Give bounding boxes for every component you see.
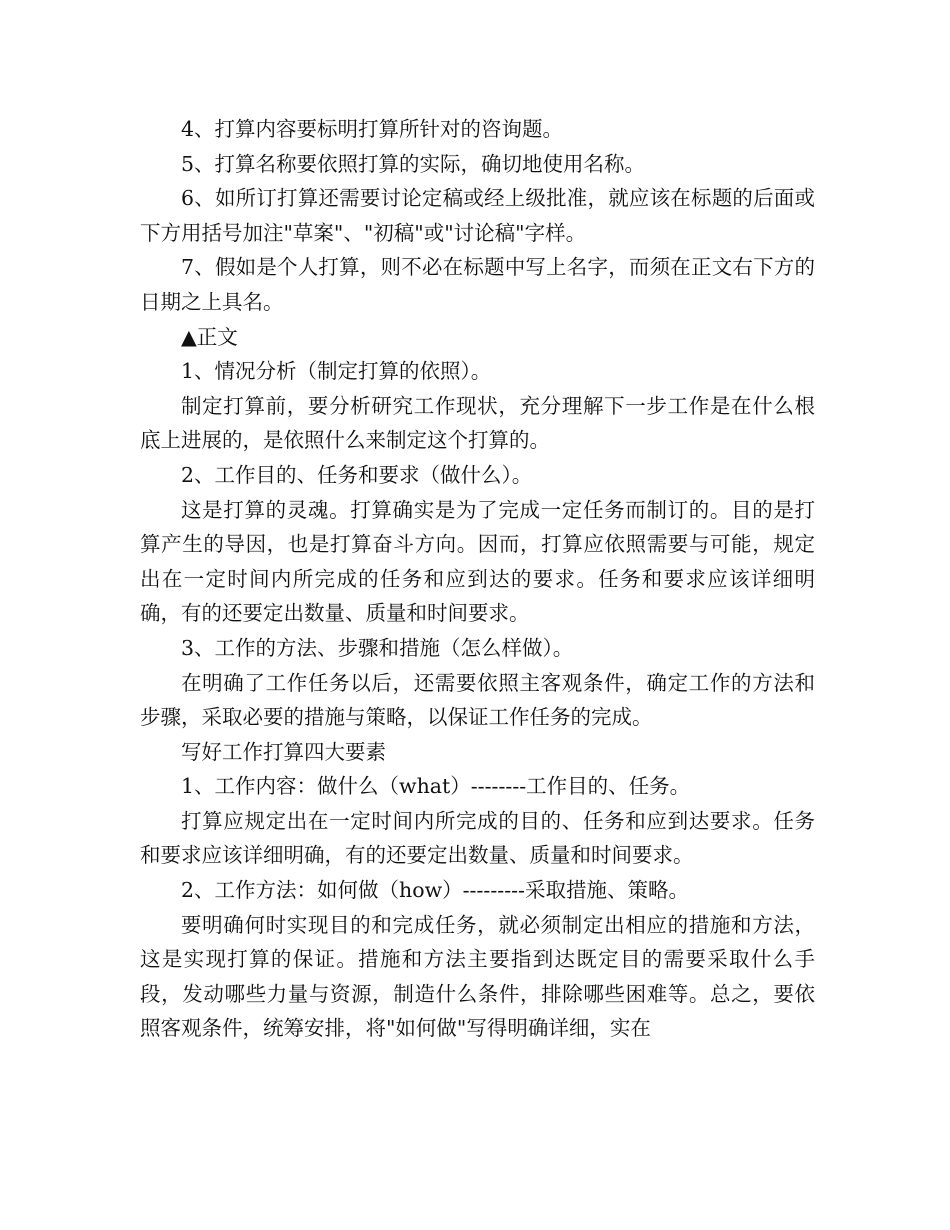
paragraph-situation-analysis: 制定打算前，要分析研究工作现状，充分理解下一步工作是在什么根底上进展的，是依照什么来制定这个打算的。 (140, 393, 815, 453)
subheading-methods-steps: 3、工作的方法、步骤和措施（怎么样做）。 (181, 635, 574, 660)
section-heading-four-elements: 写好工作打算四大要素 (181, 739, 386, 764)
paragraph-item-4: 4、打算内容要标明打算所针对的咨询题。 (181, 117, 564, 141)
subheading-work-content: 1、工作内容：做什么（what）--------工作目的、任务。 (181, 774, 691, 799)
document-body (140, 112, 815, 1046)
paragraph-item-5: 5、打算名称要依照打算的实际，确切地使用名称。 (181, 151, 646, 176)
paragraph-goals-tasks: 这是打算的灵魂。打算确实是为了完成一定任务而制订的。目的是打算产生的导因，也是打算奋斗方向。因而，打算应依照需要与可能，规定出在一定时间内所完成的任务和应到达的要求。任务和要求应该详细明确，有的还要定出数量、质量和时间要求。 (140, 497, 815, 626)
subheading-goals-tasks: 2、工作目的、任务和要求（做什么）。 (181, 462, 533, 487)
paragraph-item-7: 7、假如是个人打算，则不必在标题中写上名字，而须在正文右下方的日期之上具名。 (140, 255, 815, 314)
paragraph-methods-steps: 在明确了工作任务以后，还需要依照主客观条件，确定工作的方法和步骤，采取必要的措施与策略，以保证工作任务的完成。 (140, 670, 815, 730)
subheading-situation-analysis: 1、情况分析（制定打算的依照）。 (181, 359, 492, 384)
paragraph-item-6: 6、如所订打算还需要讨论定稿或经上级批准，就应该在标题的后面或下方用括号加注"草案"、"初稿"或"讨论稿"字样。 (140, 186, 815, 245)
section-heading-body: ▲正文 (181, 324, 238, 349)
paragraph-work-method: 要明确何时实现目的和完成任务，就必须制定出相应的措施和方法，这是实现打算的保证。措施和方法主要指到达既定目的需要采取什么手段，发动哪些力量与资源，制造什么条件，排除哪些困难等。总之，要依照客观条件，统筹安排，将"如何做"写得明确详细，实在 (140, 912, 815, 1041)
paragraph-work-content: 打算应规定出在一定时间内所完成的目的、任务和应到达要求。任务和要求应该详细明确，有的还要定出数量、质量和时间要求。 (140, 808, 815, 868)
subheading-work-method: 2、工作方法：如何做（how）---------采取措施、策略。 (181, 878, 689, 903)
